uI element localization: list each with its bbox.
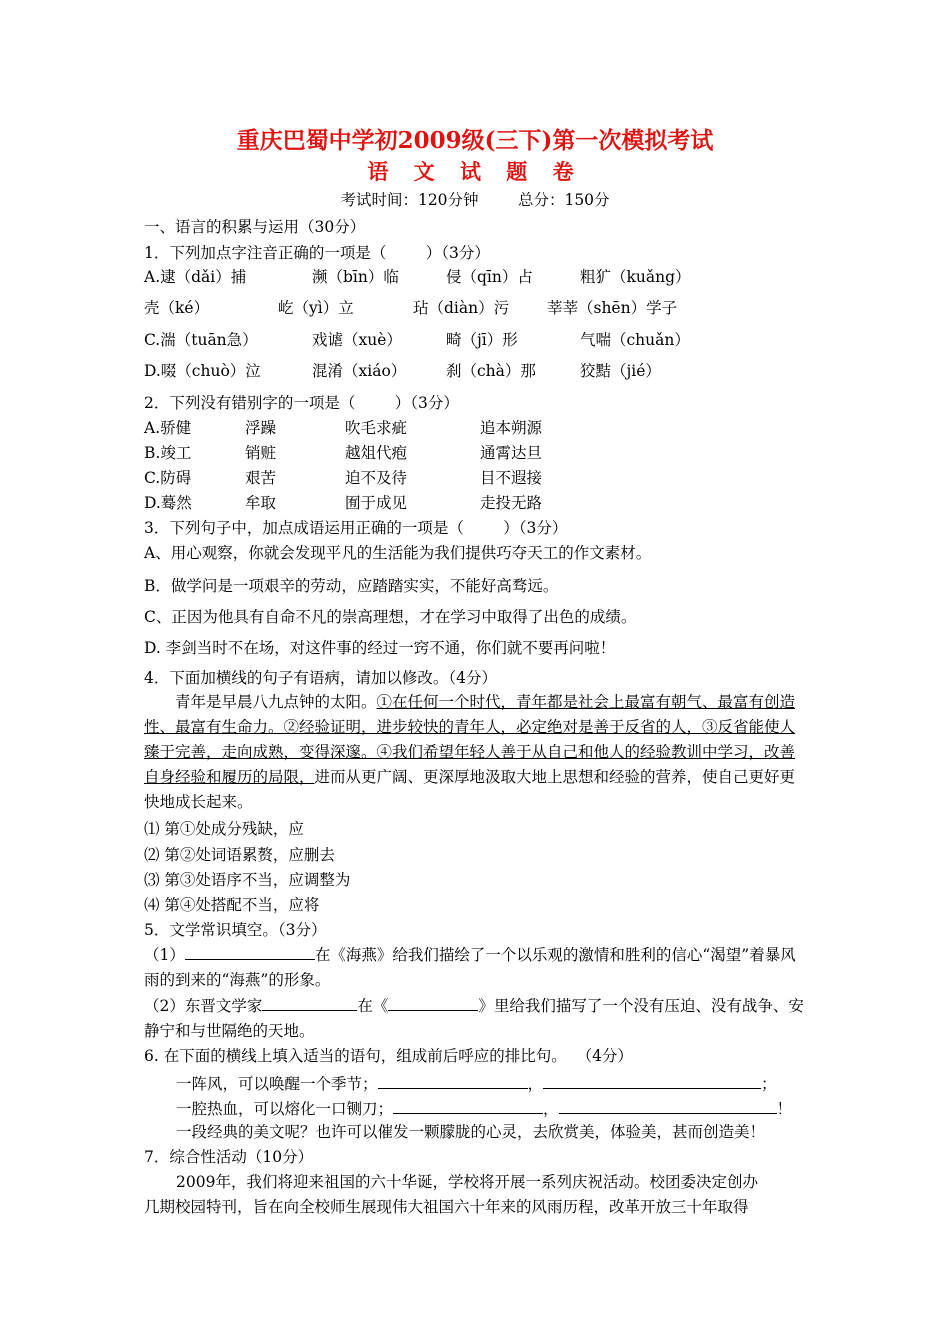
- q2-cell: 销赃: [245, 444, 277, 462]
- q6-stem: 6. 在下面的横线上填入适当的语句，组成前后呼应的排比句。 （4分）: [144, 1047, 633, 1065]
- exam-info: 考试时间：120分钟 总分：150分: [340, 191, 610, 209]
- q6-line-1-end: ；: [761, 1075, 777, 1093]
- q2-cell: 越俎代疱: [345, 444, 408, 462]
- q4-sentence-2: ②经验证明，进步较快的青年人，必定绝对是善于反省的人，: [283, 718, 703, 736]
- q1-cell: 狡黠（jié）: [580, 362, 661, 380]
- q1-cell: 气喘（chuǎn）: [580, 331, 690, 349]
- q1-cell: 莘莘（shēn）学子: [547, 299, 678, 317]
- q4-answer: ⑴ 第①处成分残缺，应: [144, 820, 304, 838]
- q3-stem: 3．下列句子中，加点成语运用正确的一项是（ ）（3分）: [144, 519, 568, 537]
- q1-cell: 畸（jī）形: [446, 331, 518, 349]
- q4-answer: ⑷ 第④处搭配不当，应将: [144, 896, 320, 914]
- q1-cell: C.湍（tuān急）: [144, 331, 258, 349]
- q6-blank[interactable]: [378, 1072, 528, 1089]
- q2-cell: A.骄健: [144, 419, 192, 437]
- q6-line-1: [176, 1072, 777, 1094]
- q2-cell: C.防碍: [144, 469, 192, 487]
- q2-cell: 吹毛求疵: [345, 419, 408, 437]
- q4-stem: 4．下面加横线的句子有语病，请加以修改。（4分）: [144, 669, 497, 687]
- q6-line-2-text: 一腔热血，可以熔化一口铡刀；: [176, 1100, 394, 1118]
- q2-cell: B.竣工: [144, 444, 192, 462]
- q5-blank-work[interactable]: [388, 994, 478, 1011]
- q6-line-3: 一段经典的美文呢？也许可以催发一颗朦胧的心灵，去欣赏美，体验美，甚而创造美！: [176, 1123, 766, 1141]
- q6-sep: ，: [527, 1075, 544, 1093]
- q5-item-1-prefix: （1）: [144, 946, 185, 964]
- q2-cell: 目不遐接: [480, 469, 543, 487]
- q1-cell: 壳（ké）: [144, 299, 210, 317]
- q6-blank[interactable]: [393, 1097, 543, 1114]
- q5-item-1-text: 在《海燕》给我们描绘了一个以乐观的激情和胜利的信心“渴望”着暴风雨的到来的“海燕”的形象。: [144, 946, 796, 989]
- q2-cell: 浮躁: [245, 419, 277, 437]
- q2-cell: 迫不及待: [345, 469, 408, 487]
- q1-stem: 1．下列加点字注音正确的一项是（ ）（3分）: [144, 244, 490, 262]
- q4-answer: ⑵ 第②处词语累赘，应删去: [144, 846, 335, 864]
- q1-cell: 侵（qīn）占: [446, 268, 533, 286]
- q1-cell: A.逮（dǎi）捕: [144, 268, 247, 286]
- section-heading: 一、语言的积累与运用（30分）: [144, 218, 366, 236]
- q5-item-2: [144, 994, 808, 1044]
- exam-title: 重庆巴蜀中学初2009级(三下)第一次模拟考试: [236, 127, 714, 154]
- q4-sentence-4: ④我们希望年轻人善于从自己和他人的经验教训中学习，改善自身经验和履历的局限，: [144, 743, 796, 786]
- q1-cell: 濒（bīn）临: [312, 268, 399, 286]
- q3-option: C、正因为他具有自命不凡的崇高理想，才在学习中取得了出色的成绩。: [144, 608, 637, 626]
- q5-blank-author[interactable]: [185, 943, 315, 960]
- q7-text: 几期校园特刊，旨在向全校师生展现伟大祖国六十年来的风雨历程，改革开放三十年取得: [144, 1198, 749, 1216]
- q4-passage-intro: 青年是早晨八九点钟的太阳。: [175, 693, 377, 711]
- q7-stem: 7．综合性活动（10分）: [144, 1148, 314, 1166]
- q4-sentence-3: ③反省能使人臻于完善，走向成熟，变得深邃。: [144, 718, 796, 761]
- q2-stem: 2．下列没有错别字的一项是（ ）（3分）: [144, 394, 459, 412]
- q2-cell: 牟取: [245, 494, 277, 512]
- q6-blank[interactable]: [559, 1097, 777, 1114]
- q1-cell: 粗犷（kuǎng）: [580, 268, 691, 286]
- q2-cell: 通霄达旦: [480, 444, 543, 462]
- q2-cell: 走投无路: [480, 494, 543, 512]
- q5-item-2-prefix: （2）东晋文学家: [144, 997, 263, 1015]
- q5-item-2-text: 》里给我们描写了一个没有压迫、没有战争、安静宁和与世隔绝的天地。: [144, 997, 804, 1040]
- q1-cell: 刹（chà）那: [446, 362, 536, 380]
- q6-sep: ，: [543, 1100, 559, 1118]
- q5-stem: 5．文学常识填空。（3分）: [144, 921, 327, 939]
- q1-cell: 屹（yì）立: [278, 299, 354, 317]
- q2-cell: 追本朔源: [480, 419, 543, 437]
- q6-blank[interactable]: [543, 1072, 761, 1089]
- q2-cell: 囿于成见: [345, 494, 408, 512]
- q5-blank-writer[interactable]: [262, 994, 357, 1011]
- q1-cell: 戏谑（xuè）: [312, 331, 402, 349]
- q5-item-1: [144, 943, 808, 993]
- q7-text: 2009年，我们将迎来祖国的六十华诞，学校将开展一系列庆祝活动。校团委决定创办: [176, 1173, 758, 1191]
- q3-option: D. 李剑当时不在场，对这件事的经过一窍不通，你们就不要再问啦！: [144, 639, 616, 657]
- q4-passage: [144, 690, 808, 815]
- q4-sentence-1: ①在任何一个时代，青年都是社会上最富有朝气、最富有创造性、最富有生命力。: [144, 693, 796, 736]
- q5-item-2-mid: 在《: [357, 997, 389, 1015]
- q1-cell: 玷（diàn）污: [413, 299, 510, 317]
- q4-passage-end: 进而从更广阔、更深厚地汲取大地上思想和经验的营养，使自己更好更快地成长起来。: [144, 768, 796, 811]
- q3-option: B．做学问是一项艰辛的劳动，应踏踏实实，不能好高骛远。: [144, 577, 559, 595]
- q6-line-2: [176, 1097, 792, 1119]
- q6-line-1-text: 一阵风，可以唤醒一个季节；: [176, 1075, 378, 1093]
- q3-option: A、用心观察，你就会发现平凡的生活能为我们提供巧夺天工的作文素材。: [144, 544, 652, 562]
- exam-subtitle: 语 文 试 题 卷: [367, 159, 583, 184]
- q1-cell: 混淆（xiáo）: [312, 362, 407, 380]
- q1-cell: D.啜（chuò）泣: [144, 362, 261, 380]
- q6-line-2-end: ！: [776, 1100, 793, 1118]
- q2-cell: 艰苦: [245, 469, 277, 487]
- q2-cell: D.蓦然: [144, 494, 192, 512]
- q4-answer: ⑶ 第③处语序不当，应调整为: [144, 871, 351, 889]
